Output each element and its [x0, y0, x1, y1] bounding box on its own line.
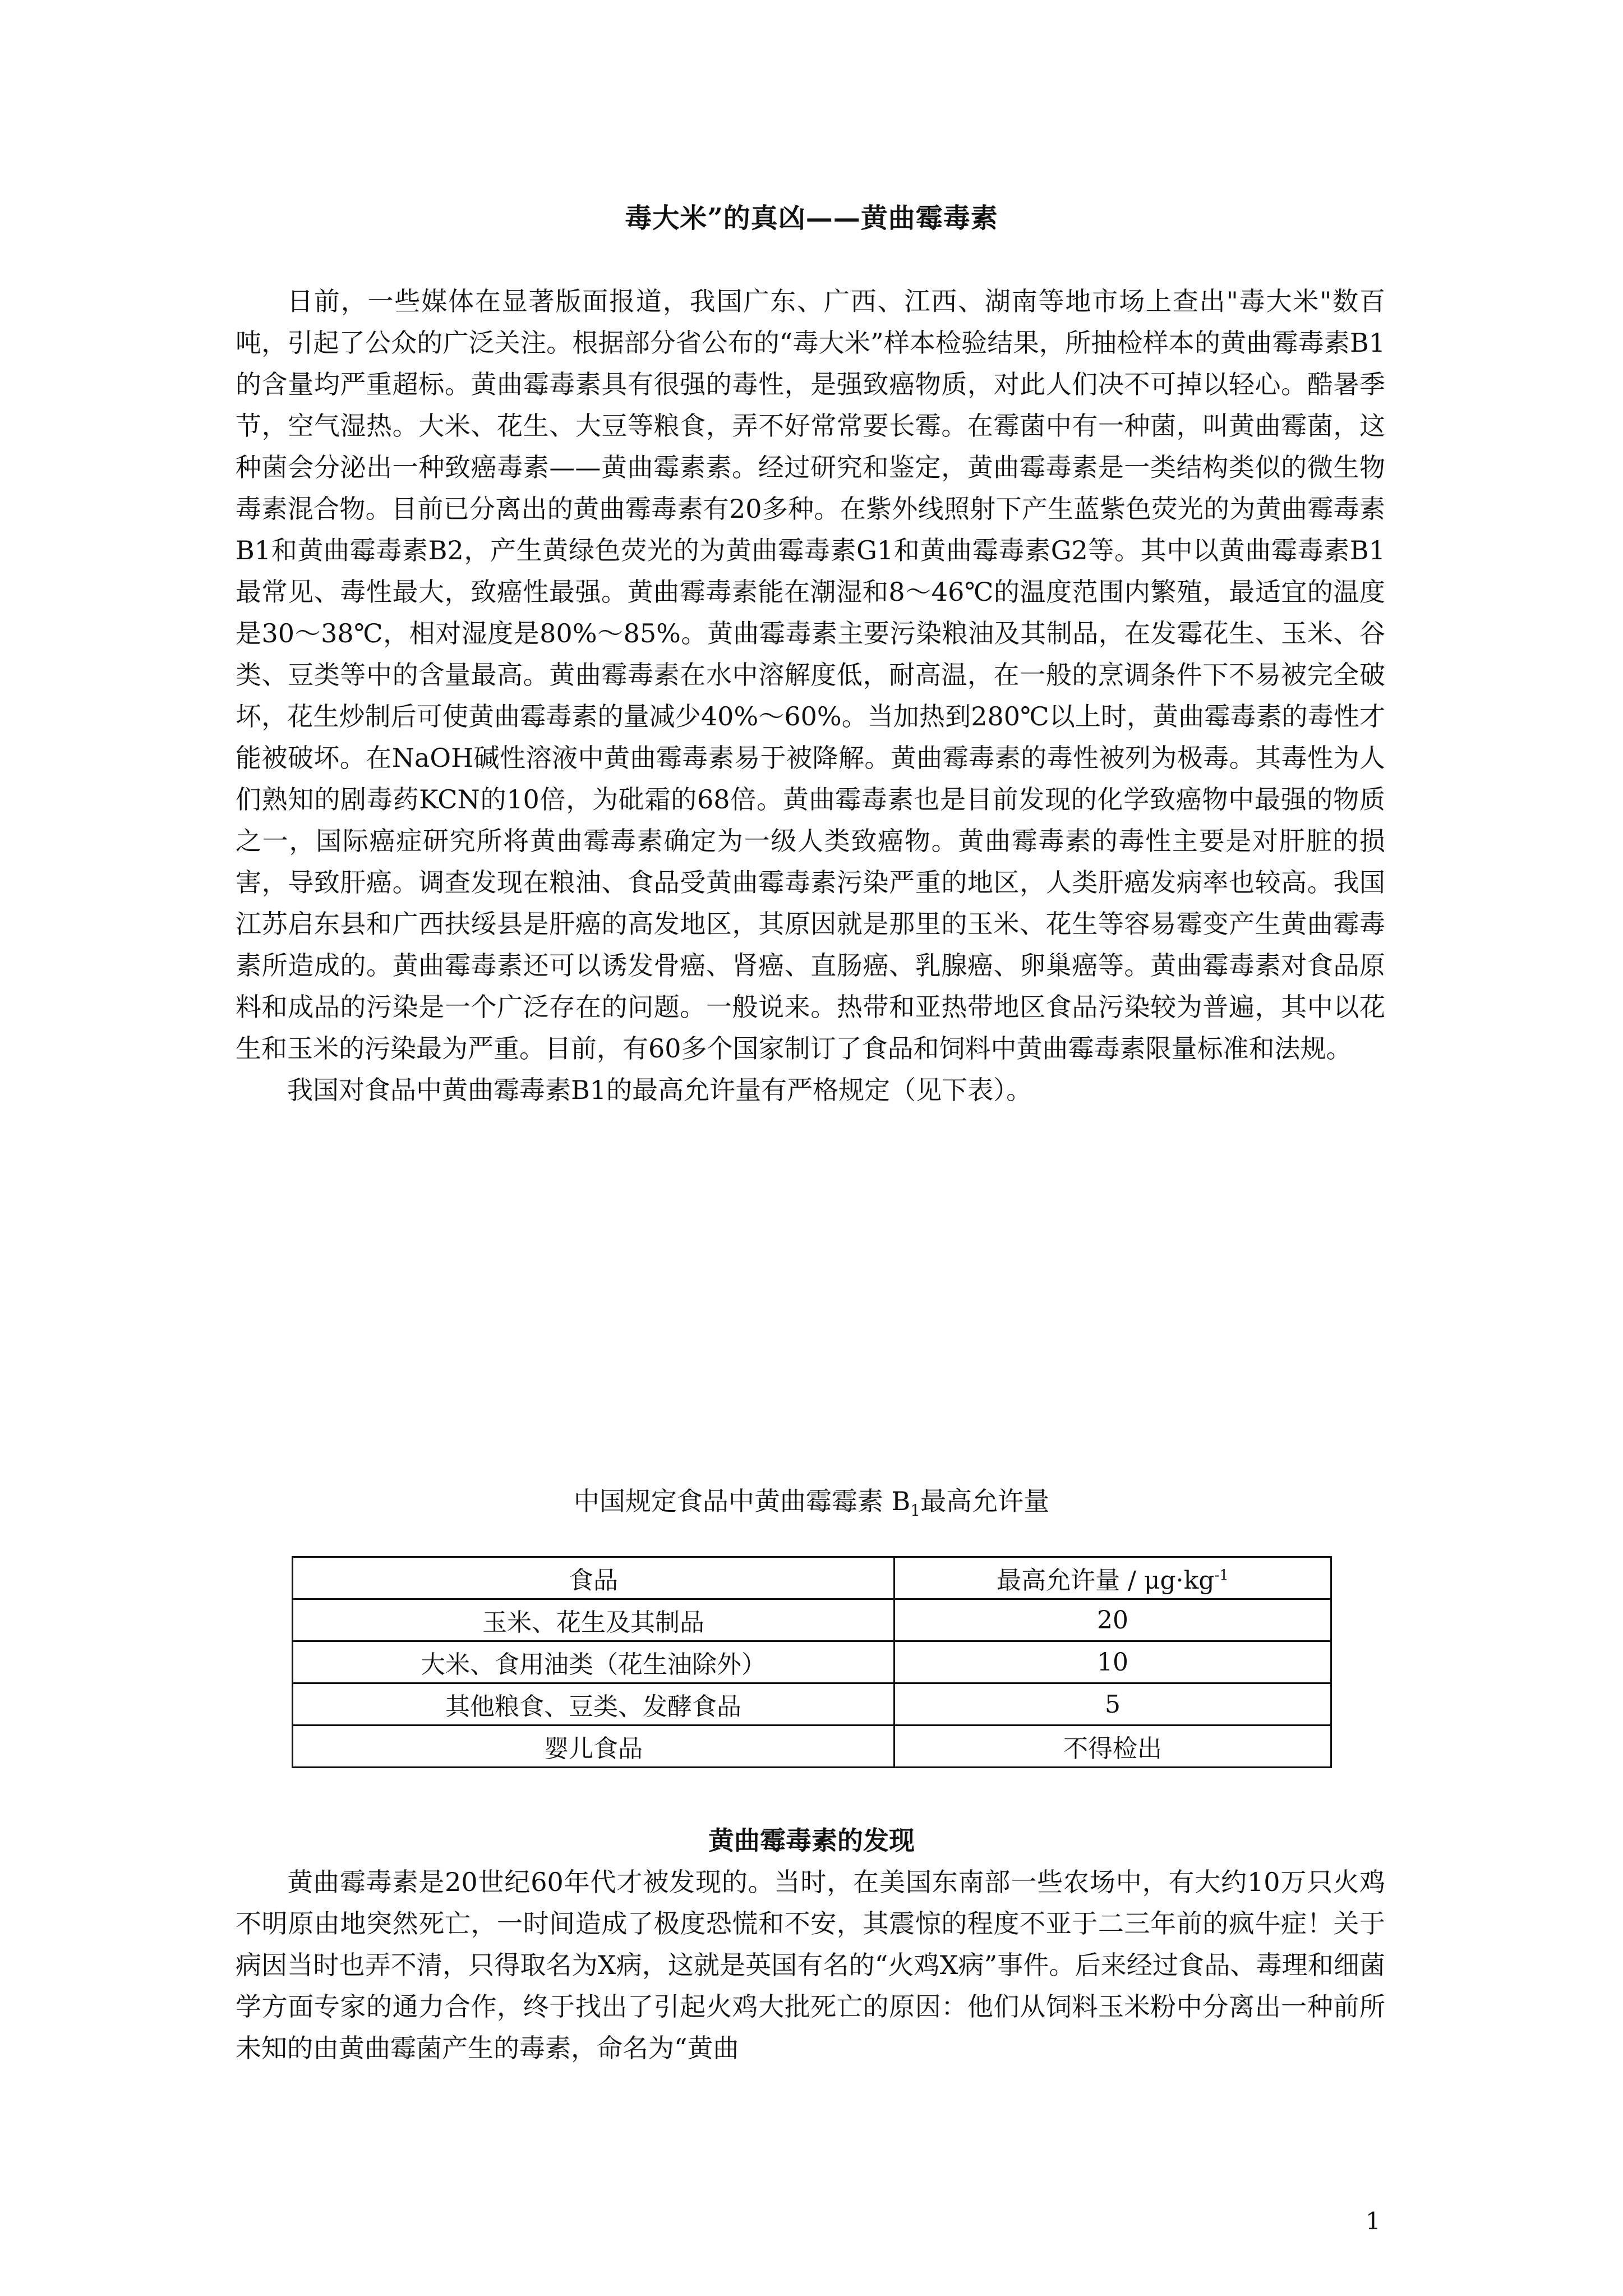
header-limit-text: 最高允许量 / μg·kg: [997, 1566, 1215, 1595]
table-cell-limit: 20: [894, 1599, 1331, 1641]
table-cell-food: 其他粮食、豆类、发酵食品: [293, 1683, 895, 1726]
section-paragraph: 黄曲霉毒素是20世纪60年代才被发现的。当时，在美国东南部一些农场中，有大约10万只火鸡不明原由地突然死亡，一时间造成了极度恐慌和不安，其震惊的程度不亚于二三年前的疯牛症！关于病因当时也弄不清，只得取名为X病，这就是英国有名的“火鸡X病”事件。后来经过食品、毒理和细菌学方面专家的通力合作，终于找出了引起火鸡大批死亡的原因：他们从饲料玉米粉中分离出一种前所未知的由黄曲霉菌产生的毒素，命名为“黄曲: [236, 1867, 1385, 2063]
article-paragraph-2: 我国对食品中黄曲霉毒素B1的最高允许量有严格规定（见下表）。: [287, 1075, 1032, 1105]
table-caption-suffix: 最高允许量: [920, 1486, 1050, 1516]
aflatoxin-limits-table: [292, 1556, 1332, 1768]
document-title: 毒大米”的真凶——黄曲霉毒素: [625, 203, 998, 234]
table-cell-limit: 5: [894, 1683, 1331, 1726]
table-cell-food: 婴儿食品: [293, 1726, 895, 1768]
table-cell-food: 玉米、花生及其制品: [293, 1599, 895, 1641]
table-row: [293, 1726, 1331, 1768]
table-cell-limit: 不得检出: [894, 1726, 1331, 1768]
page-number: 1: [1366, 2207, 1381, 2235]
table-cell-food: 大米、食用油类（花生油除外）: [293, 1641, 895, 1683]
table-header-row: [293, 1557, 1331, 1599]
header-limit-superscript: -1: [1214, 1567, 1229, 1584]
table-caption-prefix: 中国规定食品中黄曲霉霉素 B: [573, 1486, 911, 1516]
header-limit: [894, 1557, 1331, 1599]
table-caption-subscript: 1: [910, 1501, 921, 1520]
table-caption: [0, 1481, 1623, 1520]
section-heading: 黄曲霉毒素的发现: [708, 1825, 915, 1856]
table-row: [293, 1641, 1331, 1683]
table-row: [293, 1683, 1331, 1726]
header-food: 食品: [293, 1557, 895, 1599]
table-cell-limit: 10: [894, 1641, 1331, 1683]
article-paragraph-1: 日前，一些媒体在显著版面报道，我国广东、广西、江西、湖南等地市场上查出"毒大米"数百吨，引起了公众的广泛关注。根据部分省公布的“毒大米”样本检验结果，所抽检样本的黄曲霉毒素B1的含量均严重超标。黄曲霉毒素具有很强的毒性，是强致癌物质，对此人们决不可掉以轻心。酷暑季节，空气湿热。大米、花生、大豆等粮食，弄不好常常要长霉。在霉菌中有一种菌，叫黄曲霉菌，这种菌会分泌出一种致癌毒素——黄曲霉素素。经过研究和鉴定，黄曲霉毒素是一类结构类似的微生物毒素混合物。目前已分离出的黄曲霉毒素有20多种。在紫外线照射下产生蓝紫色荧光的为黄曲霉毒素B1和黄曲霉毒素B2，产生黄绿色荧光的为黄曲霉毒素G1和黄曲霉毒素G2等。其中以黄曲霉毒素B1最常见、毒性最大，致癌性最强。黄曲霉毒素能在潮湿和8～46℃的温度范围内繁殖，最适宜的温度是30～38℃，相对湿度是80%～85%。黄曲霉毒素主要污染粮油及其制品，在发霉花生、玉米、谷类、豆类等中的含量最高。黄曲霉毒素在水中溶解度低，耐高温，在一般的烹调条件下不易被完全破坏，花生炒制后可使黄曲霉毒素的量减少40%～60%。当加热到280℃以上时，黄曲霉毒素的毒性才能被破坏。在NaOH碱性溶液中黄曲霉毒素易于被降解。黄曲霉毒素的毒性被列为极毒。其毒性为人们熟知的剧毒药KCN的10倍，为砒霜的68倍。黄曲霉毒素也是目前发现的化学致癌物中最强的物质之一，国际癌症研究所将黄曲霉毒素确定为一级人类致癌物。黄曲霉毒素的毒性主要是对肝脏的损害，导致肝癌。调查发现在粮油、食品受黄曲霉毒素污染严重的地区，人类肝癌发病率也较高。我国江苏启东县和广西扶绥县是肝癌的高发地区，其原因就是那里的玉米、花生等容易霉变产生黄曲霉毒素所造成的。黄曲霉毒素还可以诱发骨癌、肾癌、直肠癌、乳腺癌、卵巢癌等。黄曲霉毒素对食品原料和成品的污染是一个广泛存在的问题。一般说来。热带和亚热带地区食品污染较为普遍，其中以花生和玉米的污染最为严重。目前，有60多个国家制订了食品和饲料中黄曲霉毒素限量标准和法规。: [236, 286, 1385, 1064]
main-article: [236, 280, 1385, 1111]
section-body: [236, 1861, 1385, 2069]
table-row: [293, 1599, 1331, 1641]
